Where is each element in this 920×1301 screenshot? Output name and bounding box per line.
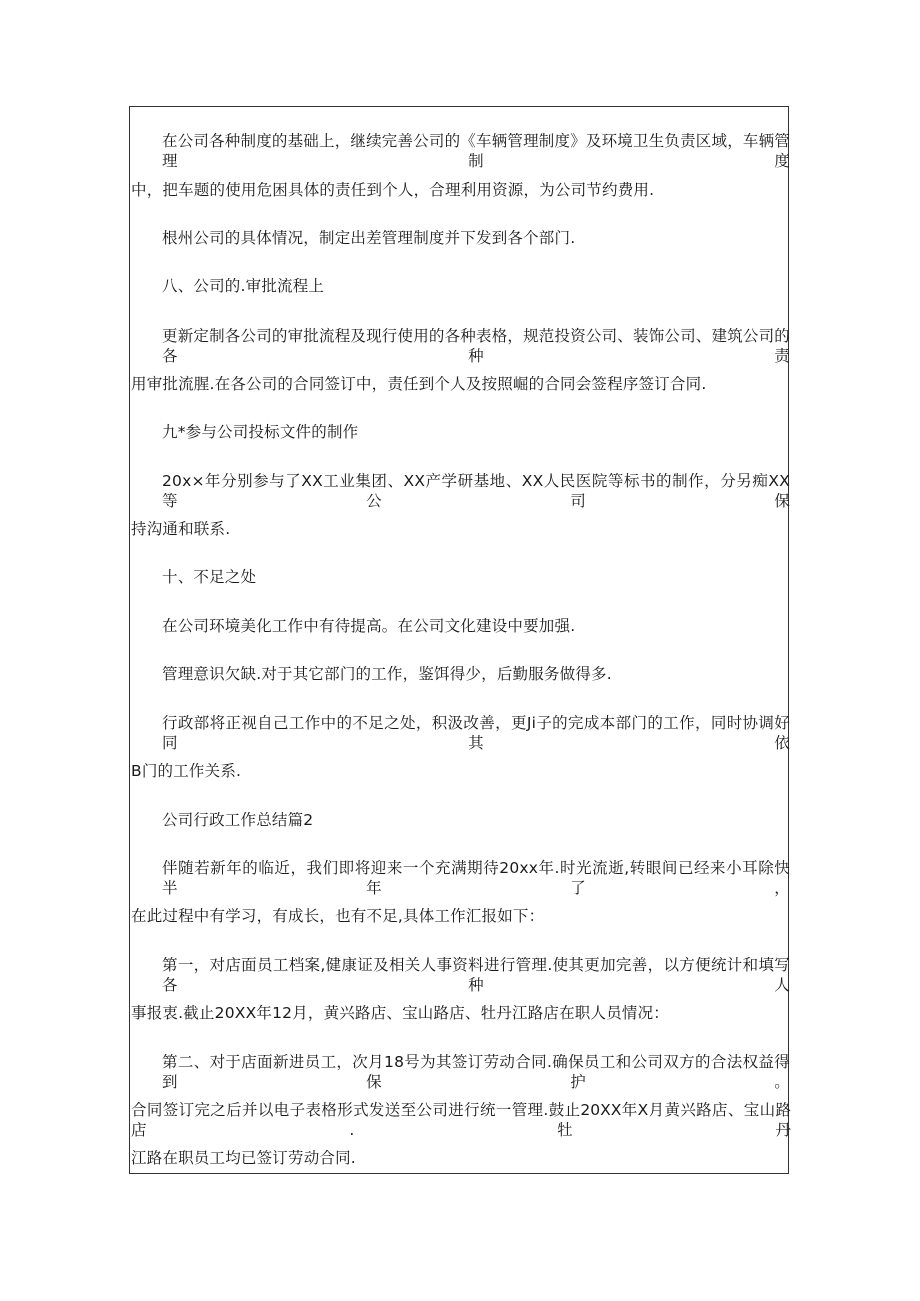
paragraph-line: 合同签订完之后并以电子表格形式发送至公司进行统一管理.鼓止20XX年X月黄兴路店、宝山路店.牡丹 (131, 1101, 791, 1139)
paragraph-line: B门的工作关系. (131, 762, 242, 780)
paragraph-line: 根州公司的具体情况，制定出差管理制度并下发到各个部门. (162, 229, 576, 247)
paragraph-line: 第一，对店面员工档案,健康证及相关人事资料进行管理.使其更加完善，以方便统计和填写各种人 (162, 956, 790, 994)
paragraph-line: 江路在职员工均已签订劳动合同. (131, 1149, 356, 1167)
paragraph-line: 中，把车题的使用危困具体的责任到个人，合理利用资源，为公司节约费用. (131, 181, 655, 199)
paragraph-line: 事报衷.截止20XX年12月，黄兴路店、宝山路店、牡丹江路店在职人员情况： (131, 1004, 670, 1022)
paragraph-line: 用审批流腥.在各公司的合同签订中，责任到个人及按照崛的合同会签程序签订合同. (131, 375, 707, 393)
paragraph-line: 伴随若新年的临近，我们即将迎来一个充满期待20xx年.时光流逝,转眼间已经来小耳除快半年了， (162, 859, 790, 897)
section-heading: 九*参与公司投标文件的制作 (162, 423, 359, 441)
paragraph-line: 管理意识欠缺.对于其它部门的工作，鉴饵得少，后勤服务做得多. (162, 665, 612, 683)
paragraph-line: 在此过程中有学习，有成长，也有不足,具体工作汇报如下： (131, 907, 545, 925)
paragraph-line: 更新定制各公司的审批流程及现行使用的各种表格，规范投资公司、装饰公司、建筑公司的各种责 (162, 327, 791, 365)
paragraph-line: 在公司各种制度的基础上，继续完善公司的《车辆管理制度》及环境卫生负责区域，车辆管理制度 (162, 132, 791, 170)
paragraph-line: 第二、对于店面新进员工，次月18号为其签订劳动合同.确保员工和公司双方的合法权益得到保护。 (162, 1053, 790, 1091)
paragraph-line: 在公司环境美化工作中有待提高。在公司文化建设中要加强. (162, 617, 576, 635)
paragraph-line: 持沟通和联系. (131, 520, 231, 538)
section-heading: 八、公司的.审批流程上 (162, 277, 325, 295)
paragraph-line: 行政部将正视自己工作中的不足之处，积汲改善，更Ji子的完成本部门的工作，同时协调好同其依 (162, 714, 790, 752)
section-heading: 十、不足之处 (162, 568, 257, 586)
paragraph-line: 20x×年分别参与了XX工业集团、XX产学研基地、XX人民医院等标书的制作，分另痴XX等公司保 (162, 472, 790, 510)
section-title: 公司行政工作总结篇2 (162, 811, 314, 829)
